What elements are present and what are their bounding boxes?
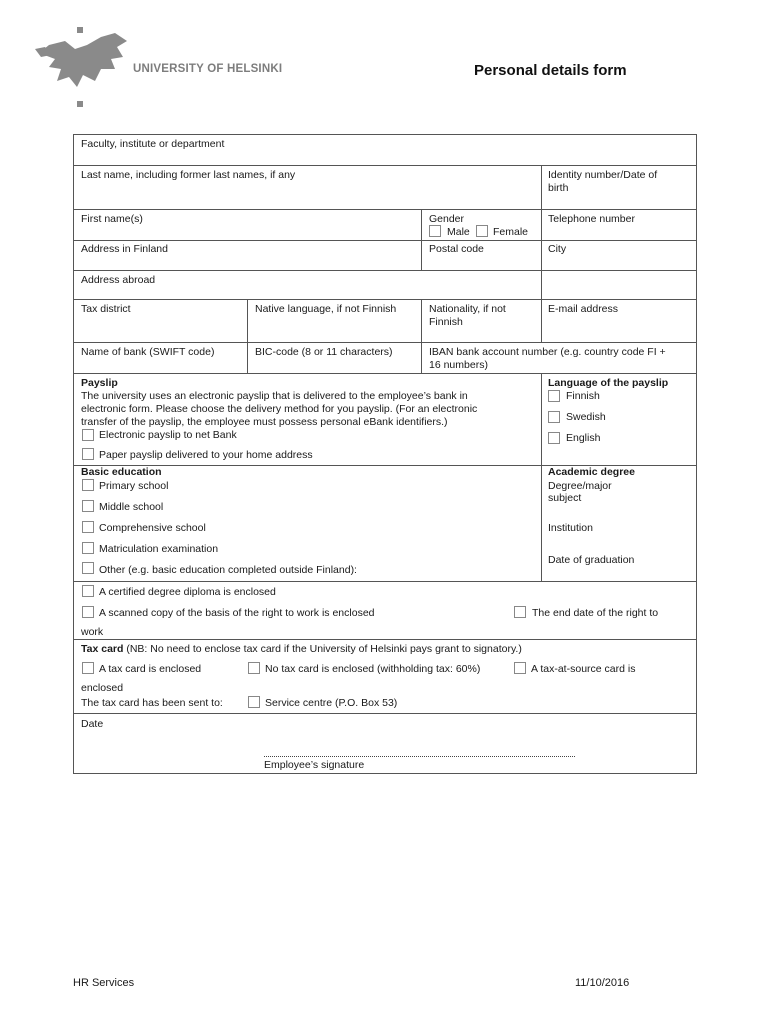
date-label: Date [81,718,104,730]
other-education-checkbox[interactable] [82,562,94,574]
primary-school-checkbox[interactable] [82,479,94,491]
certified-diploma-checkbox[interactable] [82,585,94,597]
identity-label-line2: birth [548,182,569,194]
electronic-payslip-label: Electronic payslip to net Bank [99,429,237,441]
payslip-heading: Payslip [81,377,118,389]
nationality-label-line2: Finnish [429,316,463,328]
scanned-copy-label: A scanned copy of the basis of the right to work is enclosed [99,607,375,619]
telephone-label: Telephone number [548,213,635,225]
comprehensive-school-checkbox[interactable] [82,521,94,533]
bic-label: BIC-code (8 or 11 characters) [255,346,393,358]
matriculation-checkbox[interactable] [82,542,94,554]
middle-school-label: Middle school [99,501,164,513]
academic-degree-heading: Academic degree [548,466,635,478]
language-english-label: English [566,432,601,444]
gender-female-label: Female [493,226,529,238]
personal-details-form [73,134,697,774]
tax-card-sent-label: The tax card has been sent to: [81,697,223,709]
tax-card-title: Tax card [81,643,124,655]
comprehensive-school-label: Comprehensive school [99,522,206,534]
basic-education-heading: Basic education [81,466,162,478]
tax-card-enclosed-label: A tax card is enclosed [99,663,202,675]
no-tax-card-checkbox[interactable] [248,662,260,674]
tax-card-enclosed-checkbox[interactable] [82,662,94,674]
degree-label-line1: Degree/major [548,480,612,492]
faculty-label: Faculty, institute or department [81,138,225,150]
matriculation-label: Matriculation examination [99,543,219,555]
language-finnish-label: Finnish [566,390,600,402]
iban-label-line2: 16 numbers) [429,359,488,371]
bank-name-label: Name of bank (SWIFT code) [81,346,215,358]
city-label: City [548,243,567,255]
tax-district-label: Tax district [81,303,131,315]
postal-code-label: Postal code [429,243,484,255]
tax-at-source-checkbox[interactable] [514,662,526,674]
payslip-desc-line3: transfer of the payslip, the employee must possess personal eBank identifiers.) [81,416,448,428]
end-date-label-continued: work [81,626,104,638]
university-name: UNIVERSITY OF HELSINKI [133,63,283,75]
payslip-language-heading: Language of the payslip [548,377,669,389]
first-name-label: First name(s) [81,213,143,225]
address-abroad-label: Address abroad [81,274,156,286]
tax-at-source-label: A tax-at-source card is [531,663,636,675]
payslip-desc-line2: electronic form. Please choose the delivery method for you payslip. (For an electronic [81,403,478,415]
university-logo [35,27,133,111]
paper-payslip-label: Paper payslip delivered to your home address [99,449,313,461]
service-centre-checkbox[interactable] [248,696,260,708]
footer-left: HR Services [73,977,135,989]
email-label: E-mail address [548,303,619,315]
paper-payslip-checkbox[interactable] [82,448,94,460]
degree-label-line2: subject [548,492,582,504]
language-finnish-checkbox[interactable] [548,390,560,402]
page-title: Personal details form [474,62,627,79]
scanned-copy-checkbox[interactable] [82,606,94,618]
end-date-label: The end date of the right to [532,607,659,619]
identity-label-line1: Identity number/Date of [548,169,658,181]
graduation-date-label: Date of graduation [548,554,635,566]
electronic-payslip-checkbox[interactable] [82,429,94,441]
tax-card-note: (NB: No need to enclose tax card if the University of Helsinki pays grant to signatory.) [126,643,522,655]
address-finland-label: Address in Finland [81,243,168,255]
primary-school-label: Primary school [99,480,169,492]
service-centre-label: Service centre (P.O. Box 53) [265,697,398,709]
tax-at-source-label-continued: enclosed [81,682,124,694]
native-language-label: Native language, if not Finnish [255,303,397,315]
language-english-checkbox[interactable] [548,432,560,444]
signature-line [264,756,575,757]
language-swedish-label: Swedish [566,411,606,423]
gender-label: Gender [429,213,465,225]
payslip-desc-line1: The university uses an electronic payslip that is delivered to the employee’s bank in [81,390,468,402]
gender-female-checkbox[interactable] [476,225,488,237]
tax-card-heading [81,643,522,656]
no-tax-card-label: No tax card is enclosed (withholding tax: 60%) [265,663,481,675]
certified-diploma-label: A certified degree diploma is enclosed [99,586,276,598]
other-education-label: Other (e.g. basic education completed outside Finland): [99,564,357,576]
signature-label: Employee’s signature [264,759,365,771]
institution-label: Institution [548,522,593,534]
middle-school-checkbox[interactable] [82,500,94,512]
gender-male-checkbox[interactable] [429,225,441,237]
iban-label-line1: IBAN bank account number (e.g. country code FI + [429,346,666,358]
end-date-checkbox[interactable] [514,606,526,618]
last-name-label: Last name, including former last names, if any [81,169,296,181]
language-swedish-checkbox[interactable] [548,411,560,423]
nationality-label-line1: Nationality, if not [429,303,506,315]
footer-date: 11/10/2016 [575,977,630,989]
gender-male-label: Male [447,226,470,238]
